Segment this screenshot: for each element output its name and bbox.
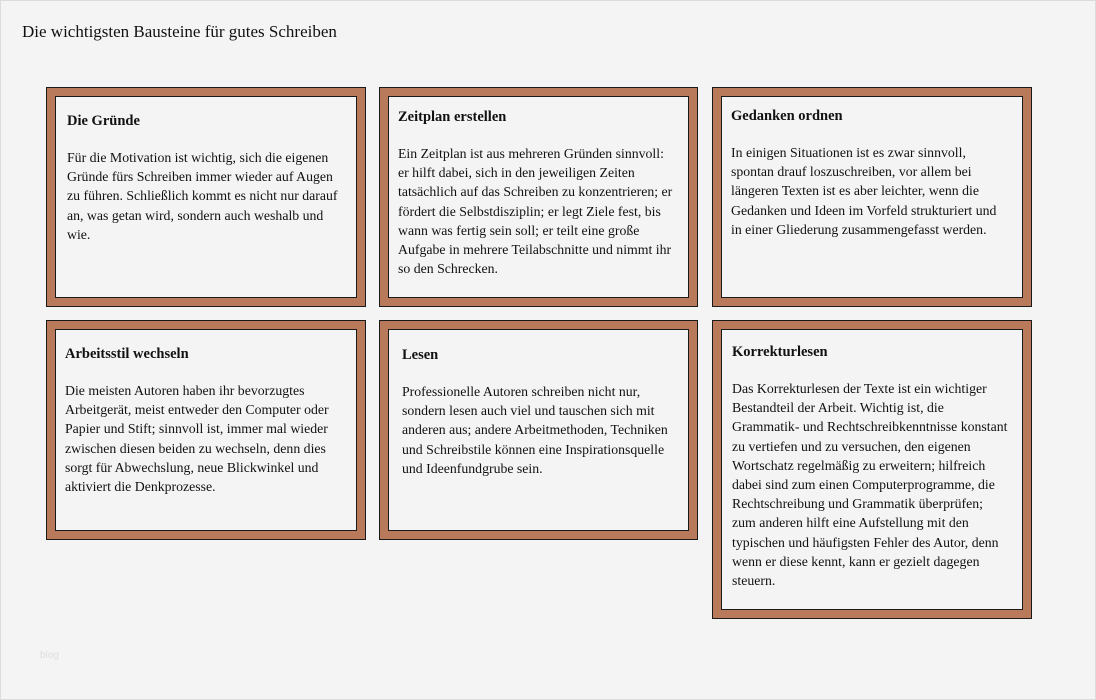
card-title: Gedanken ordnen [731,108,843,124]
card-body: Die meisten Autoren haben ihr bevorzugtes Arbeitgerät, meist entweder den Computer oder Papier und Stift; sinnvoll ist, immer mal wieder zwischen diesen beiden zu wechseln, denn dies sorgt für Abwechslung, neue Blickwinkel und aktiviert die Denkprozesse. [65,383,329,495]
card-body: Für die Motivation ist wichtig, sich die eigenen Gründe fürs Schreiben immer wieder auf Augen zu führen. Schließlich kommt es nicht nur darauf an, was getan wird, sondern auch weshalb und wie. [67,150,338,242]
card-gedanken-ordnen [712,87,1032,307]
card-arbeitsstil-wechseln [46,320,366,540]
card-title: Zeitplan erstellen [398,109,507,125]
card-body: Professionelle Autoren schreiben nicht nur, sondern lesen auch viel und tauschen sich mit anderen aus; andere Arbeitmethoden, Techniken und Schreibstile können eine Inspirationsquelle und Ideenfundgrube sein. [402,384,668,476]
card-korrekturlesen [712,320,1032,619]
card-content [721,329,1023,610]
page-title: Die wichtigsten Bausteine für gutes Schreiben [22,22,337,41]
card-die-gruende [46,87,366,307]
card-content [388,96,689,298]
card-content [721,96,1023,298]
card-zeitplan-erstellen [379,87,698,307]
card-content [55,96,357,298]
card-body: In einigen Situationen ist es zwar sinnvoll, spontan drauf loszuschreiben, vor allem bei längeren Texten ist es aber leichter, wenn die Gedanken und Ideen im Vorfeld strukturiert und in einer Gliederung zusammengefasst werden. [731,145,997,237]
card-title: Arbeitsstil wechseln [65,346,189,362]
card-title: Die Gründe [67,113,140,129]
watermark: blog [40,650,59,661]
card-content [55,329,357,531]
card-title: Korrekturlesen [732,344,828,360]
card-lesen [379,320,698,540]
card-content [388,329,689,531]
card-body: Das Korrekturlesen der Texte ist ein wichtiger Bestandteil der Arbeit. Wichtig ist, die Grammatik- und Rechtschreibkenntnisse konstant zu vertiefen und zu versuchen, den eigenen Wortschatz regelmäßig zu erweitern; hilfreich dabei sind zum einen Computerprogramme, die Rechtschreibung und Grammatik überprüfen; zum anderen hilft eine Aufstellung mit den typischen und häufigsten Fehler des Autor, denn wenn er diese kennt, kann er gezielt dagegen steuern. [732,381,1008,589]
card-body: Ein Zeitplan ist aus mehreren Gründen sinnvoll: er hilft dabei, sich in den jeweiligen Zeiten tatsächlich auf das Schreiben zu konzentrieren; er fördert die Selbstdisziplin; er legt Ziele fest, bis wann was fertig sein soll; er teilt eine große Aufgabe in mehrere Teilabschnitte und nimmt ihr so den Schrecken. [398,146,673,277]
card-title: Lesen [402,347,439,363]
